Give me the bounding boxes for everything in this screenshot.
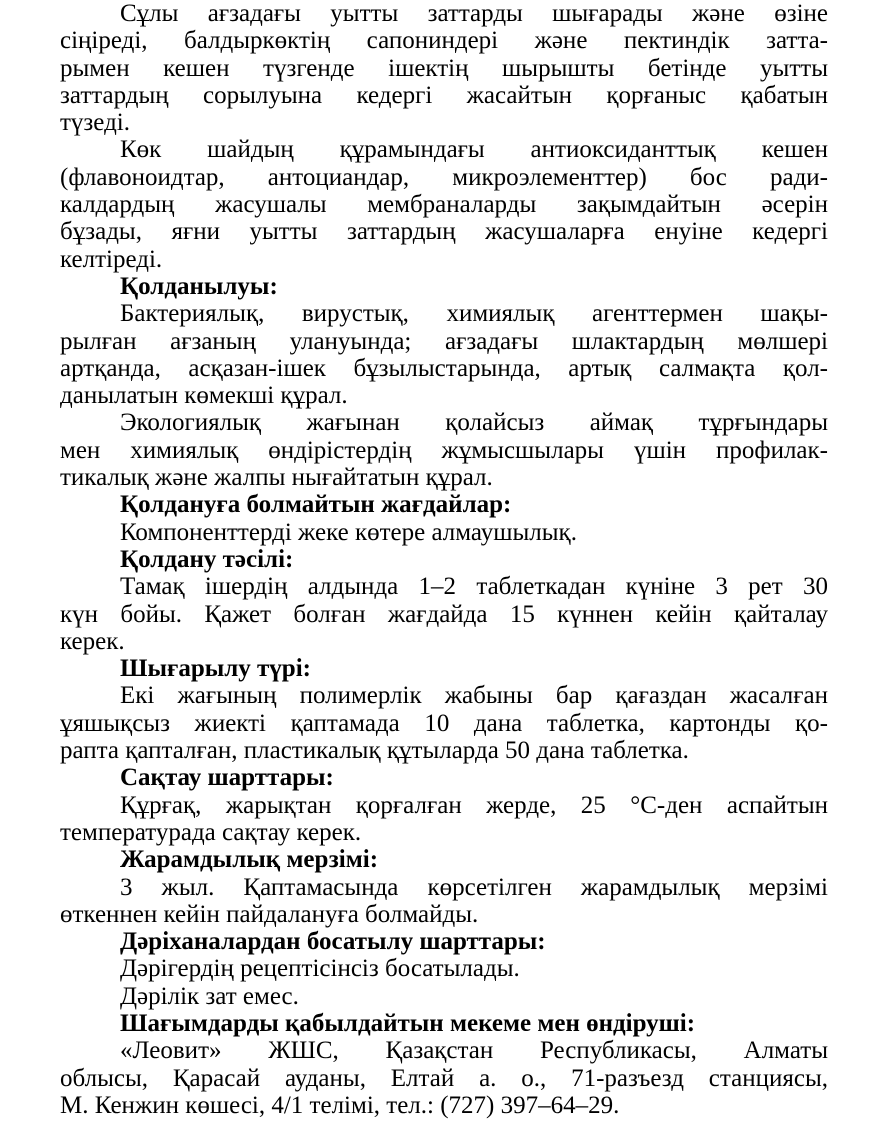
paragraph	[60, 682, 828, 764]
heading-text: Жарамдылық мерзімі:	[120, 846, 379, 874]
section-heading	[60, 846, 828, 873]
text-line: ұяшықсыз жиекті қаптамада 10 дана таблетка, картонды қо-	[60, 709, 828, 737]
text-line: түзеді.	[60, 109, 130, 137]
paragraph	[60, 519, 828, 546]
heading-text: Қолдану тәсілі:	[120, 545, 294, 573]
heading-text: Қолданылуы:	[120, 272, 278, 300]
text-line: Дәрілік зат емес.	[120, 982, 299, 1010]
text-line: бұзады, яғни уытты заттардың жасушаларға енуіне кедергі	[60, 218, 828, 246]
text-line: «Леовит» ЖШС, Қазақстан Республикасы, Алматы	[120, 1037, 828, 1065]
paragraph	[60, 955, 828, 982]
text-line: өткеннен кейін пайдалануға болмайды.	[60, 900, 479, 928]
text-line: заттардың сорылуына кедергі жасайтын қорғаныс қабатын	[60, 81, 828, 109]
paragraph	[60, 983, 828, 1010]
section-heading	[60, 546, 828, 573]
paragraph	[60, 136, 828, 272]
paragraph	[60, 792, 828, 847]
text-line: Екі жағының полимерлік жабыны бар қағаздан жасалған	[120, 682, 828, 710]
text-line: температурада сақтау керек.	[60, 818, 362, 846]
text-line: 3 жыл. Қаптамасында көрсетілген жарамдылық мерзімі	[120, 873, 828, 901]
text-line: (флавоноидтар, антоциандар, микроэлементтер) бос ради-	[60, 163, 828, 191]
text-line: рылған ағзаның улануында; ағзадағы шлактардың мөлшері	[60, 327, 828, 355]
text-line: Сұлы ағзадағы уытты заттарды шығарады және өзіне	[120, 0, 828, 27]
text-line: күн бойы. Қажет болған жағдайда 15 күннен кейін қайталау	[60, 600, 828, 628]
heading-text: Шағымдарды қабылдайтын мекеме мен өндіруші:	[120, 1009, 696, 1037]
document-page	[60, 0, 828, 1119]
text-line: Көк шайдың құрамындағы антиоксиданттық кешен	[120, 136, 828, 164]
text-line: мен химиялық өндірістердің жұмысшылары үшін профилак-	[60, 436, 828, 464]
section-heading	[60, 928, 828, 955]
paragraph	[60, 874, 828, 929]
text-line: облысы, Қарасай ауданы, Елтай а. о., 71-разъезд станциясы,	[60, 1064, 828, 1092]
text-line: рапта қапталған, пластикалық құтыларда 50 дана таблетка.	[60, 737, 689, 765]
text-line: Компоненттерді жеке көтере алмаушылық.	[120, 518, 577, 546]
section-heading	[60, 764, 828, 791]
text-line: калдардың жасушалы мембраналарды зақымдайтын әсерін	[60, 191, 828, 219]
paragraph	[60, 573, 828, 655]
text-line: сіңіреді, балдыркөктің сапониндері және пектиндік затта-	[60, 27, 828, 55]
heading-text: Қолдануға болмайтын жағдайлар:	[120, 491, 512, 519]
text-line: тикалық және жалпы нығайтатын құрал.	[60, 464, 493, 492]
paragraph	[60, 0, 828, 136]
text-line: рымен кешен түзгенде ішектің шырышты бетінде уытты	[60, 54, 828, 82]
text-line: Дәрігердің рецептісінсіз босатылады.	[120, 955, 520, 983]
heading-text: Сақтау шарттары:	[120, 764, 334, 792]
heading-text: Дәріханалардан босатылу шарттары:	[120, 928, 546, 956]
text-line: Құрғақ, жарықтан қорғалған жерде, 25 °С-ден аспайтын	[120, 791, 828, 819]
text-line: керек.	[60, 627, 125, 655]
paragraph	[60, 409, 828, 491]
text-line: Бактериялық, вирустық, химиялық агенттермен шақы-	[120, 300, 828, 328]
text-line: артқанда, асқазан-ішек бұзылыстарында, артық салмақта қол-	[60, 354, 828, 382]
paragraph	[60, 300, 828, 409]
text-line: данылатын көмекші құрал.	[60, 382, 348, 410]
text-line: Тамақ ішердің алдында 1–2 таблеткадан күніне 3 рет 30	[120, 573, 828, 601]
text-line: келтіреді.	[60, 245, 163, 273]
text-line: Экологиялық жағынан қолайсыз аймақ тұрғындары	[120, 409, 828, 437]
paragraph	[60, 1037, 828, 1119]
heading-text: Шығарылу түрі:	[120, 655, 311, 683]
section-heading	[60, 655, 828, 682]
section-heading	[60, 491, 828, 518]
section-heading	[60, 1010, 828, 1037]
text-line: М. Кенжин көшесі, 4/1 телімі, тел.: (727) 397–64–29.	[60, 1091, 620, 1119]
section-heading	[60, 273, 828, 300]
